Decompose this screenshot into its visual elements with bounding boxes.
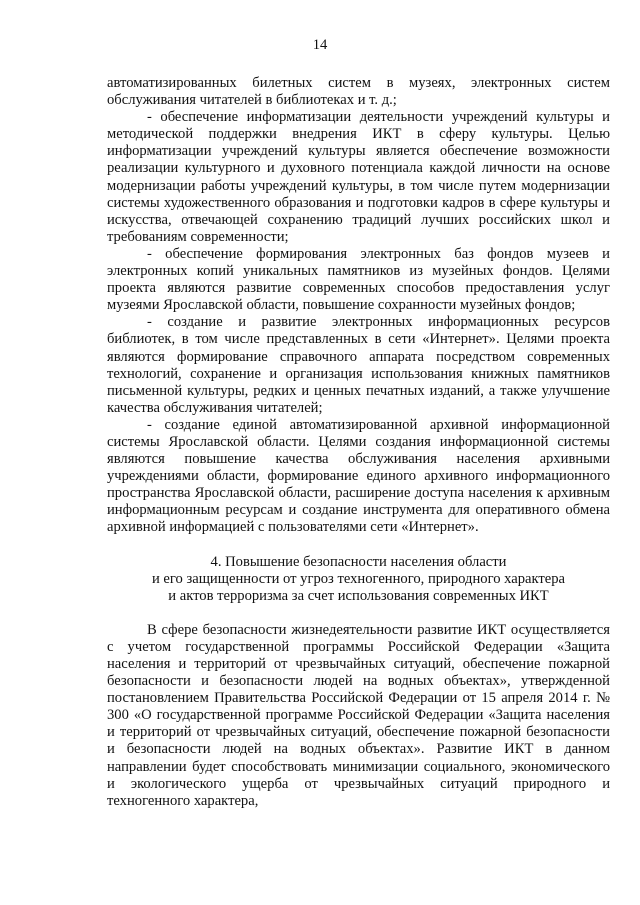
section-heading-line-2: и его защищенности от угроз техногенного, природного характера: [151, 570, 566, 587]
paragraph-museum-databases: - обеспечение формирования электронных баз фондов музеев и электронных копий уникальных памятников из музейных фондов. Целями проекта являются развитие современных способов предоставления услуг музеями Ярославской области, повышение сохранности музейных фондов;: [107, 245, 610, 314]
paragraph-safety-ict: В сфере безопасности жизнедеятельности развитие ИКТ осуществляется с учетом государственной программы Российской Федерации «Защита населения и территорий от чрезвычайных ситуаций, обеспечение пожарной безопасности и безопасности людей на водных объектах», утвержденной постановлением Правительства Российской Федерации от 15 апреля 2014 г. № 300 «О государственной программе Российской Федерации «Защита населения и территорий от чрезвычайных ситуаций, обеспечение пожарной безопасности и безопасности людей на водных объектах». Развитие ИКТ в данном направлении будет способствовать минимизации социального, экономического и экологического ущерба от чрезвычайных ситуаций природного и техногенного характера,: [107, 621, 610, 809]
document-body: [107, 75, 610, 810]
section-heading-line-3: и актов терроризма за счет использования современных ИКТ: [168, 587, 549, 604]
paragraph-continuation: автоматизированных билетных систем в музеях, электронных систем обслуживания читателей в библиотеках и т. д.;: [107, 75, 610, 109]
page-number: 14: [312, 37, 328, 53]
paragraph-archive-system: - создание единой автоматизированной архивной информационной системы Ярославской области. Целями создания информационной системы являются повышение качества обслуживания населения архивными учреждениями области, формирование единого архивного информационного пространства Ярославской области, расширение доступа населения к архивным информационным ресурсам и создание инструмента для оперативного обмена архивной информацией с пользователями сети «Интернет».: [107, 416, 610, 536]
paragraph-culture-informatization: - обеспечение информатизации деятельности учреждений культуры и методической поддержки внедрения ИКТ в сферу культуры. Целью информатизации учреждений культуры является обеспечение возможности реализации культурного и духовного потенциала каждой личности на основе модернизации работы учреждений культуры, в том числе путем модернизации системы художественного образования и подготовки кадров в сфере культуры и искусства, отвечающей сохранению традиций лучших российских школ и требованиям современности;: [107, 109, 610, 245]
section-heading: [107, 554, 610, 605]
paragraph-library-resources: - создание и развитие электронных информационных ресурсов библиотек, в том числе представленных в сети «Интернет». Целями проекта являются формирование справочного аппарата посредством современных технологий, сохранение и организация использования книжных памятников письменной культуры, редких и ценных печатных изданий, а также улучшение качества обслуживания читателей;: [107, 314, 610, 416]
section-heading-line-1: 4. Повышение безопасности населения области: [210, 553, 507, 570]
